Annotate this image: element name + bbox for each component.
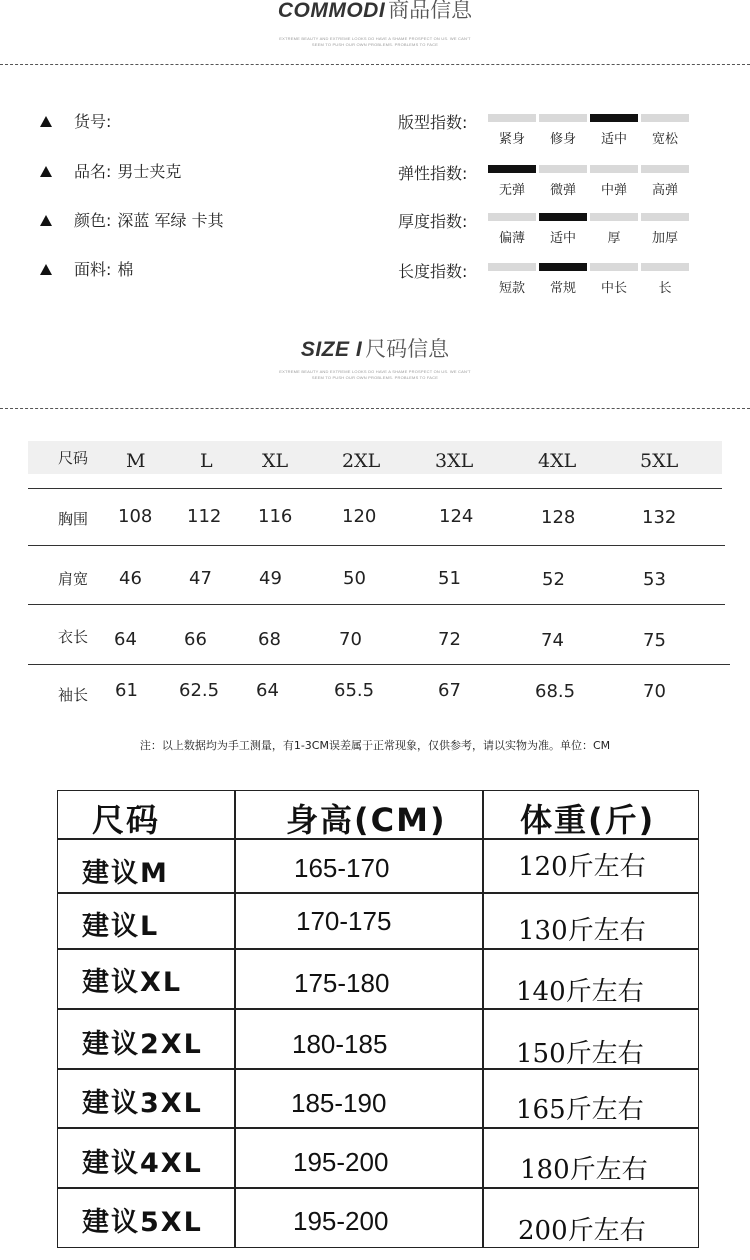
table-rule: [58, 1187, 698, 1189]
table-rule: [28, 488, 722, 489]
measurement-size-header: 5XL: [640, 450, 679, 472]
measurement-value: 70: [643, 681, 666, 702]
measurement-value: 52: [542, 569, 565, 590]
index-segment: [590, 213, 638, 221]
index-fit: [398, 110, 708, 150]
rec-height: 180-185: [292, 1029, 388, 1059]
rec-weight: 130斤左右: [518, 916, 646, 946]
rec-header-weight: 体重(斤): [520, 801, 656, 839]
index-segment: [539, 114, 587, 122]
measurement-size-header: 3XL: [435, 450, 474, 472]
measurement-value: 132: [642, 507, 677, 528]
rec-height: 185-190: [291, 1088, 387, 1118]
table-rule: [28, 604, 725, 605]
index-segment: [539, 165, 587, 173]
index-option: 长: [658, 281, 672, 296]
rec-header-size: 尺码: [92, 801, 161, 839]
size-info-header: [0, 333, 750, 381]
measurement-size-header: M: [126, 450, 146, 472]
rec-weight: 140斤左右: [516, 977, 644, 1007]
table-rule: [58, 1008, 698, 1010]
info-value: 男士夹克: [117, 162, 182, 181]
rec-height: 195-200: [293, 1147, 389, 1177]
measurement-row-label: 胸围: [58, 510, 89, 528]
triangle-bullet-icon: [40, 215, 52, 226]
info-label: 颜色:: [74, 211, 112, 230]
measurement-value: 120: [342, 506, 377, 527]
product-info-header: [0, 0, 750, 48]
measurement-value: 116: [258, 506, 293, 527]
index-label: 版型指数:: [398, 113, 468, 132]
rec-weight: 120斤左右: [518, 852, 646, 882]
measurement-row-label: 衣长: [58, 628, 89, 646]
product-info-divider: [0, 64, 750, 65]
info-row-item-no: [40, 109, 117, 132]
size-info-divider: [0, 408, 750, 409]
index-segment-selected: [590, 114, 638, 122]
measurement-value: 68: [258, 629, 281, 650]
index-segment-selected: [539, 213, 587, 221]
measurement-value: 108: [118, 506, 153, 527]
measurement-value: 67: [438, 680, 461, 701]
product-info-title-cn: 商品信息: [388, 0, 473, 22]
measurement-note: 注：以上数据均为手工测量，有1-3CM误差属于正常现象，仅供参考，请以实物为准。单位：CM: [139, 739, 611, 752]
index-label: 厚度指数:: [398, 212, 468, 231]
rec-weight: 200斤左右: [518, 1216, 646, 1246]
info-row-product-name: [40, 159, 181, 182]
index-option: 微弹: [549, 183, 576, 198]
rec-weight: 165斤左右: [516, 1095, 644, 1125]
table-rule: [28, 664, 730, 665]
measurement-row-label: 袖长: [58, 686, 89, 704]
index-label: 长度指数:: [398, 262, 468, 281]
index-segment-selected: [488, 165, 536, 173]
index-segment: [641, 213, 689, 221]
measurement-size-header: XL: [262, 450, 289, 472]
measurement-header-label: 尺码: [58, 449, 89, 467]
rec-size: 建议XL: [82, 967, 183, 998]
info-label: 品名:: [74, 162, 112, 181]
index-option: 适中: [549, 231, 576, 246]
size-info-tagline-2: SEEM TO PUSH OUR OWN PROBLEMS. PROBLEMS TO FACE: [311, 375, 439, 380]
info-value: 深蓝 军绿 卡其: [117, 211, 224, 230]
table-rule: [482, 791, 484, 1247]
index-option: 常规: [549, 281, 576, 296]
index-segment: [488, 263, 536, 271]
measurement-value: 50: [343, 568, 366, 589]
index-option: 无弹: [498, 183, 525, 198]
measurement-value: 74: [541, 630, 564, 651]
rec-header-height: 身高(CM): [286, 801, 447, 839]
measurement-value: 65.5: [334, 680, 375, 701]
measurement-value: 53: [643, 569, 666, 590]
measurement-value: 68.5: [535, 681, 576, 702]
rec-size: 建议2XL: [82, 1029, 203, 1060]
info-label: 面料:: [74, 260, 112, 279]
index-segment: [590, 165, 638, 173]
index-segment: [641, 165, 689, 173]
measurement-row-label: 肩宽: [58, 570, 89, 588]
index-segment: [590, 263, 638, 271]
measurement-value: 64: [256, 680, 279, 701]
measurement-value: 64: [114, 629, 137, 650]
measurement-value: 66: [184, 629, 207, 650]
rec-height: 175-180: [294, 968, 390, 998]
measurement-value: 47: [189, 568, 212, 589]
index-elasticity: [398, 161, 708, 201]
table-rule: [58, 948, 698, 950]
info-value: 棉: [117, 260, 134, 279]
product-info-tagline-2: SEEM TO PUSH OUR OWN PROBLEMS. PROBLEMS TO FACE: [311, 42, 439, 47]
index-option: 偏薄: [498, 231, 525, 246]
product-info-tagline-1: EXTREME BEAUTY AND EXTREME LOOKS DO HAVE A SHAME PROSPECT ON US. WE CAN'T: [279, 36, 471, 41]
measurement-value: 75: [643, 630, 666, 651]
measurement-value: 51: [438, 568, 461, 589]
index-option: 厚: [607, 231, 621, 246]
index-option: 短款: [498, 281, 525, 296]
index-option: 中长: [600, 281, 627, 296]
rec-size: 建议4XL: [82, 1148, 203, 1179]
triangle-bullet-icon: [40, 166, 52, 177]
index-option: 紧身: [498, 132, 525, 147]
rec-size: 建议5XL: [82, 1207, 203, 1238]
index-segment: [488, 213, 536, 221]
index-thickness: [398, 209, 708, 249]
info-label: 货号:: [74, 112, 112, 131]
measurement-size-header: L: [200, 450, 213, 472]
rec-size: 建议L: [82, 911, 160, 942]
info-row-color: [40, 208, 224, 231]
rec-size: 建议M: [82, 858, 169, 889]
measurement-value: 49: [259, 568, 282, 589]
triangle-bullet-icon: [40, 116, 52, 127]
index-option: 高弹: [651, 183, 678, 198]
size-info-title-en: SIZE I: [300, 338, 363, 361]
product-info-title-en: COMMODI: [277, 0, 386, 22]
table-rule: [58, 1127, 698, 1129]
index-segment-selected: [539, 263, 587, 271]
index-label: 弹性指数:: [398, 164, 468, 183]
rec-height: 195-200: [293, 1206, 389, 1236]
info-row-fabric: [40, 257, 133, 280]
size-info-title-cn: 尺码信息: [365, 337, 450, 361]
index-segment: [488, 114, 536, 122]
measurement-value: 124: [439, 506, 474, 527]
size-info-title: [0, 333, 750, 363]
rec-height: 165-170: [294, 853, 390, 883]
measurement-value: 46: [119, 568, 142, 589]
measurement-value: 61: [115, 680, 138, 701]
index-length: [398, 259, 708, 299]
triangle-bullet-icon: [40, 264, 52, 275]
table-rule: [28, 545, 725, 546]
index-segment: [641, 114, 689, 122]
index-option: 适中: [600, 132, 627, 147]
rec-weight: 150斤左右: [516, 1039, 644, 1069]
table-rule: [58, 892, 698, 894]
measurement-value: 72: [438, 629, 461, 650]
index-option: 宽松: [651, 132, 678, 147]
index-option: 修身: [549, 132, 576, 147]
table-rule: [234, 791, 236, 1247]
size-info-tagline-1: EXTREME BEAUTY AND EXTREME LOOKS DO HAVE A SHAME PROSPECT ON US. WE CAN'T: [279, 369, 471, 374]
rec-size: 建议3XL: [82, 1088, 203, 1119]
rec-height: 170-175: [296, 906, 392, 936]
measurement-size-header: 4XL: [538, 450, 577, 472]
measurement-size-header: 2XL: [342, 450, 381, 472]
index-segment: [641, 263, 689, 271]
measurement-value: 128: [541, 507, 576, 528]
rec-weight: 180斤左右: [520, 1155, 648, 1185]
measurement-value: 62.5: [179, 680, 220, 701]
index-option: 加厚: [651, 231, 678, 246]
measurement-value: 112: [187, 506, 222, 527]
measurement-value: 70: [339, 629, 362, 650]
index-option: 中弹: [600, 183, 627, 198]
product-info-title: [0, 0, 750, 24]
